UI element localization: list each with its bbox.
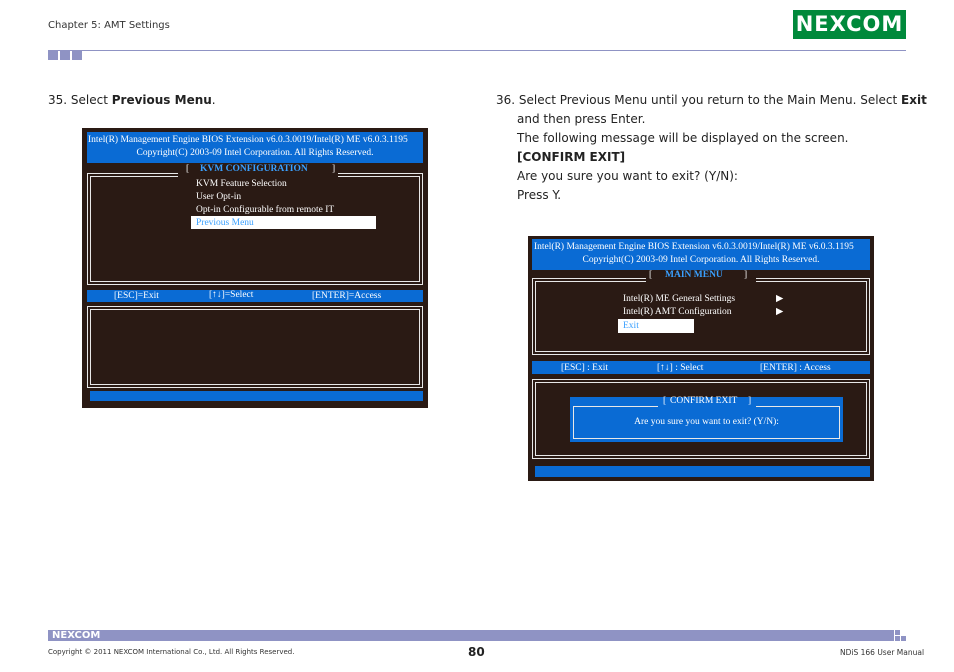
step-35-prefix: 35. Select	[48, 93, 112, 107]
confirm-exit-question: Are you sure you want to exit? (Y/N):	[634, 417, 779, 427]
confirm-exit-bracket-right: ]	[748, 396, 752, 406]
bios-menu-item[interactable]: Intel(R) ME General Settings	[623, 294, 736, 304]
footer-square	[895, 630, 900, 635]
bios-menu-item-selected[interactable]: Previous Menu	[196, 218, 254, 228]
footer-copyright: Copyright © 2011 NEXCOM International Co., Ltd. All Rights Reserved.	[48, 648, 295, 656]
header-square	[60, 51, 70, 60]
bios-menu-item[interactable]: User Opt-in	[196, 192, 242, 202]
arrow-right-icon: ▶	[776, 294, 784, 304]
header-square	[48, 51, 58, 60]
bios-menu-bracket-right: ]	[744, 270, 748, 280]
arrow-right-icon: ▶	[776, 307, 784, 317]
header-divider	[48, 50, 906, 51]
bios-menu-item-selected[interactable]: Exit	[623, 321, 639, 331]
bios-key-select: [↑↓]=Select	[209, 290, 254, 300]
bios-kvm-screen	[82, 128, 428, 408]
bios-title-line2: Copyright(C) 2003-09 Intel Corporation. All Rights Reserved.	[136, 148, 374, 158]
step-36-line5: Are you sure you want to exit? (Y/N):	[517, 169, 738, 183]
bios-title-line1: Intel(R) Management Engine BIOS Extension v6.0.3.0019/Intel(R) ME v6.0.3.1195	[534, 242, 854, 252]
bios-key-enter: [ENTER]=Access	[312, 291, 382, 301]
bios-title-line2: Copyright(C) 2003-09 Intel Corporation. All Rights Reserved.	[582, 255, 820, 265]
step-36-line3: The following message will be displayed on the screen.	[517, 131, 849, 145]
bios-menu-frame-inner	[90, 176, 420, 282]
step-36-bold: Exit	[901, 93, 927, 107]
footer-square	[901, 636, 906, 641]
bios-menu-title: KVM CONFIGURATION	[200, 164, 308, 174]
bios-menu-item[interactable]: KVM Feature Selection	[196, 179, 287, 189]
footer-bar	[48, 630, 894, 641]
header-square	[72, 51, 82, 60]
bios-message-frame-inner	[90, 309, 420, 385]
step-35-bold: Previous Menu	[111, 93, 212, 107]
step-36-line1	[496, 91, 927, 110]
chapter-title: Chapter 5: AMT Settings	[48, 20, 170, 31]
bios-status-bar	[90, 391, 423, 401]
bios-key-esc: [ESC] : Exit	[561, 363, 608, 373]
bios-key-enter: [ENTER] : Access	[760, 363, 831, 373]
confirm-exit-bracket-left: [	[663, 396, 667, 406]
bios-menu-bracket-left: [	[186, 164, 190, 174]
confirm-exit-dialog	[570, 397, 843, 442]
page-number: 80	[468, 645, 485, 659]
bios-status-bar	[535, 466, 870, 477]
bios-menu-bracket-right: ]	[332, 164, 336, 174]
bios-title-line1: Intel(R) Management Engine BIOS Extension v6.0.3.0019/Intel(R) ME v6.0.3.1195	[88, 135, 408, 145]
step-35	[48, 91, 216, 110]
step-36-line6: Press Y.	[517, 188, 562, 202]
bios-main-menu-screen	[528, 236, 874, 481]
bios-menu-item[interactable]: Intel(R) AMT Configuration	[623, 307, 732, 317]
bios-key-select: [↑↓] : Select	[657, 363, 704, 373]
bios-menu-item[interactable]: Opt-in Configurable from remote IT	[196, 205, 335, 215]
confirm-exit-title: CONFIRM EXIT	[670, 396, 738, 406]
step-36-line2: and then press Enter.	[517, 112, 646, 126]
step-36-line4: [CONFIRM EXIT]	[517, 150, 626, 164]
manual-name: NDiS 166 User Manual	[840, 648, 925, 657]
bios-key-esc: [ESC]=Exit	[114, 291, 159, 301]
bios-menu-title: MAIN MENU	[665, 270, 723, 280]
step-35-suffix: .	[211, 93, 216, 107]
nexcom-logo	[793, 10, 906, 39]
footer-square	[895, 636, 900, 641]
bios-menu-bracket-left: [	[649, 270, 653, 280]
logo-text: NEXCOM	[795, 12, 904, 36]
step-36-prefix: 36. Select Previous Menu until you return to the Main Menu. Select	[496, 93, 902, 107]
footer-logo: NEXCOM	[52, 630, 101, 641]
